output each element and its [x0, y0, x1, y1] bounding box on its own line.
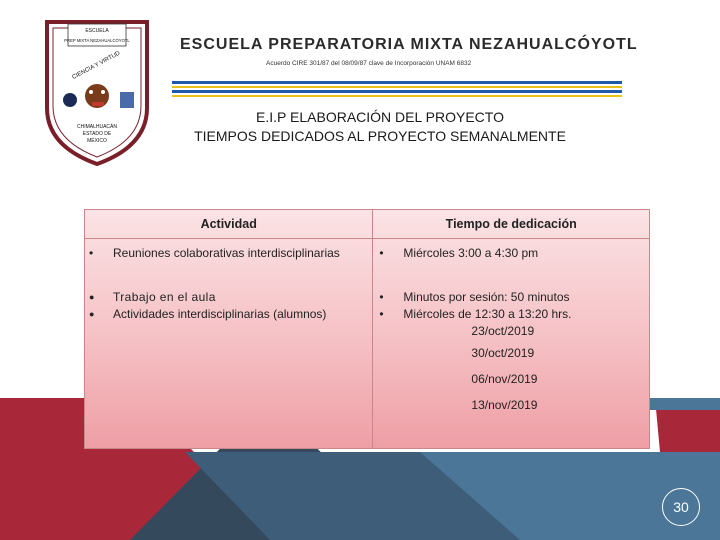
header-activity: Actividad	[85, 210, 373, 239]
title-line-2: TIEMPOS DEDICADOS AL PROYECTO SEMANALMENTE	[194, 128, 566, 144]
svg-text:ESCUELA: ESCUELA	[85, 28, 109, 34]
time-text: Miércoles de 12:30 a 13:20 hrs.	[403, 307, 572, 321]
list-item	[377, 306, 649, 323]
list-item	[89, 289, 372, 306]
bullet-icon: ●	[89, 309, 95, 319]
svg-text:MÉXICO: MÉXICO	[87, 138, 107, 144]
date-list	[377, 340, 649, 418]
list-item	[89, 306, 372, 323]
list-item	[377, 289, 649, 306]
activity-text: Reuniones colaborativas interdisciplinarias	[113, 246, 340, 260]
date-text: 30/oct/2019	[471, 346, 535, 360]
bullet-icon: •	[379, 246, 384, 260]
svg-text:CIENCIA Y VIRTUD: CIENCIA Y VIRTUD	[71, 50, 122, 81]
list-item	[377, 245, 649, 262]
school-crest-logo	[42, 18, 152, 166]
svg-text:CHIMALHUACÁN: CHIMALHUACÁN	[76, 124, 118, 130]
bullet-icon: •	[379, 307, 384, 321]
svg-text:PREP MIXTA NEZAHUALCÓYOTL: PREP MIXTA NEZAHUALCÓYOTL	[64, 38, 130, 43]
date-text: 13/nov/2019	[471, 398, 538, 412]
table-row	[85, 287, 650, 449]
date-text: 06/nov/2019	[471, 372, 538, 386]
page-title	[160, 108, 600, 146]
schedule-table	[84, 209, 650, 449]
svg-text:ESTADO DE: ESTADO DE	[82, 131, 112, 137]
activity-text: Actividades interdisciplinarias (alumnos)	[113, 307, 327, 321]
title-line-1: E.I.P ELABORACIÓN DEL PROYECTO	[256, 109, 504, 125]
table-header-row	[85, 210, 650, 239]
page-number-badge: 30	[662, 488, 700, 526]
bullet-icon: •	[379, 290, 384, 304]
school-name: ESCUELA PREPARATORIA MIXTA NEZAHUALCÓYOTL	[180, 36, 638, 53]
activity-text: Trabajo en el aula	[113, 290, 216, 304]
bullet-icon: ●	[89, 292, 95, 302]
decorative-stripes	[172, 79, 622, 101]
table-row	[85, 239, 650, 288]
list-item	[89, 245, 372, 262]
bullet-icon: •	[89, 246, 94, 260]
time-text: Minutos por sesión: 50 minutos	[403, 290, 570, 304]
date-text: 23/oct/2019	[471, 324, 535, 338]
header-time: Tiempo de dedicación	[373, 210, 650, 239]
time-text: Miércoles 3:00 a 4:30 pm	[403, 246, 539, 260]
agreement-text: Acuerdo CIRE 301/87 del 08/09/87 clave de Incorporación UNAM 6832	[266, 60, 472, 67]
